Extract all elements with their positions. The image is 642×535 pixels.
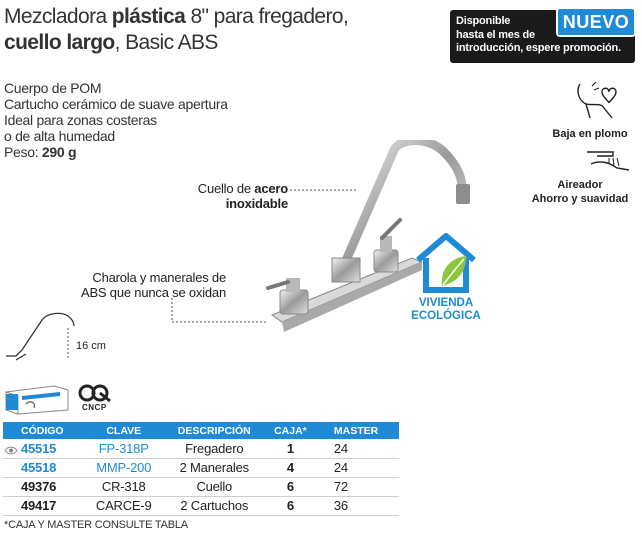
table-header: CÓDIGO bbox=[3, 422, 84, 439]
new-badge: NUEVO bbox=[556, 7, 636, 37]
weight-line bbox=[4, 144, 228, 160]
low-lead-label: Baja en plomo bbox=[552, 128, 628, 140]
table-cell-box: 6 bbox=[265, 496, 316, 515]
table-row bbox=[3, 477, 399, 496]
weight-value: 290 g bbox=[41, 144, 77, 160]
neck-callout-leader bbox=[290, 187, 360, 197]
neck-callout-line2 bbox=[160, 196, 288, 211]
table-cell-key: CR-318 bbox=[84, 477, 164, 496]
dimension-label: 16 cm bbox=[76, 340, 106, 352]
heart-hand-icon bbox=[572, 78, 624, 124]
promo-text-line: Disponible bbox=[456, 15, 511, 27]
certification-label: CNCP bbox=[82, 403, 107, 412]
table-cell-key: FP-318P bbox=[84, 439, 164, 458]
title-text: 8" para fregadero, bbox=[185, 5, 349, 28]
neck-callout-line1 bbox=[160, 181, 288, 196]
weight-label: Peso: bbox=[4, 144, 42, 160]
table-cell-key: MMP-200 bbox=[84, 458, 164, 477]
aerator-label-line: Aireador bbox=[557, 179, 603, 191]
table-cell-description: 2 Cartuchos bbox=[164, 496, 265, 515]
promo-text-line: introducción, espere promoción. bbox=[456, 42, 621, 54]
aerator-hand-icon bbox=[583, 146, 635, 176]
eco-house-icon bbox=[412, 230, 480, 294]
table-header: MASTER bbox=[316, 422, 399, 439]
table-header: DESCRIPCIÓN bbox=[164, 422, 265, 439]
callout-bold-text: acero bbox=[254, 181, 288, 196]
table-cell-master: 36 bbox=[316, 496, 399, 515]
eye-icon bbox=[4, 446, 18, 455]
table-cell-key: CARCE-9 bbox=[84, 496, 164, 515]
product-title bbox=[4, 4, 384, 56]
eco-label-line: VIVIENDA bbox=[418, 297, 474, 309]
table-cell-master: 72 bbox=[316, 477, 399, 496]
aerator-label bbox=[520, 178, 640, 206]
table-cell-code: 49376 bbox=[3, 477, 84, 496]
table-cell-box: 4 bbox=[265, 458, 316, 477]
table-cell-code: 45515 bbox=[3, 439, 84, 458]
footnote: *CAJA Y MASTER CONSULTE TABLA bbox=[4, 519, 188, 531]
package-image bbox=[4, 382, 70, 416]
table-cell-master: 24 bbox=[316, 439, 399, 458]
tray-callout-line2: ABS que nunca se oxidan bbox=[80, 285, 226, 300]
callout-bold-text: inoxidable bbox=[225, 196, 288, 211]
table-header-row bbox=[3, 422, 399, 439]
table-cell-description: Cuello bbox=[164, 477, 265, 496]
eco-label bbox=[403, 297, 489, 323]
title-bold-text: cuello largo bbox=[4, 31, 115, 54]
table-cell-code: 45518 bbox=[3, 458, 84, 477]
eco-label-line: ECOLÓGICA bbox=[411, 310, 481, 322]
table-cell-code: 49417 bbox=[3, 496, 84, 515]
title-bold-text: plástica bbox=[111, 5, 186, 28]
feature-item: Ideal para zonas costeras bbox=[4, 112, 157, 128]
neck-callout bbox=[160, 181, 288, 211]
certification-icon bbox=[78, 383, 114, 403]
spec-table bbox=[3, 422, 399, 516]
feature-item: Cartucho cerámico de suave apertura bbox=[4, 96, 228, 112]
tray-callout-leader bbox=[170, 298, 270, 326]
table-cell-description: Fregadero bbox=[164, 439, 265, 458]
table-row bbox=[3, 458, 399, 477]
tray-callout bbox=[40, 270, 226, 300]
tray-callout-line1: Charola y manerales de bbox=[92, 270, 226, 285]
promo-text-line: hasta el mes de bbox=[456, 28, 535, 41]
table-cell-box: 6 bbox=[265, 477, 316, 496]
table-cell-box: 1 bbox=[265, 439, 316, 458]
title-text: , Basic ABS bbox=[114, 31, 218, 54]
title-text: Mezcladora bbox=[4, 5, 112, 28]
table-row bbox=[3, 496, 399, 515]
feature-item: o de alta humedad bbox=[4, 128, 115, 144]
aerator-label-line: Ahorro y suavidad bbox=[531, 193, 629, 205]
table-cell-description: 2 Manerales bbox=[164, 458, 265, 477]
callout-text: Cuello de bbox=[197, 181, 255, 196]
table-header: CAJA* bbox=[265, 422, 316, 439]
faucet-dimension-drawing bbox=[2, 308, 82, 364]
table-row bbox=[3, 439, 399, 458]
feature-list bbox=[4, 80, 228, 160]
table-cell-master: 24 bbox=[316, 458, 399, 477]
feature-item: Cuerpo de POM bbox=[4, 80, 102, 96]
table-header: CLAVE bbox=[84, 422, 164, 439]
